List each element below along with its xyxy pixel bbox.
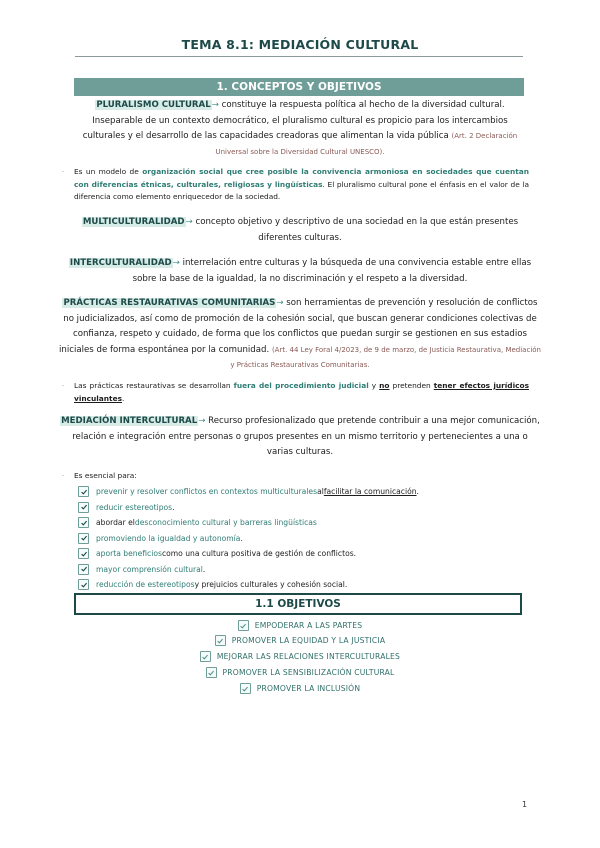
interculturalidad-text: interrelación entre culturas y la búsqueda de una convivencia estable entre ellas sobre la base de la igualdad, la no discriminación y el respeto a la diversidad. — [132, 258, 532, 284]
section-heading-conceptos: 1. CONCEPTOS Y OBJETIVOS — [74, 78, 524, 96]
checklist-item — [78, 500, 528, 516]
checklist-item — [78, 577, 528, 593]
checkbox-checked-icon — [78, 502, 89, 513]
bullet-dot-icon: · — [62, 382, 65, 390]
checklist-item — [78, 484, 528, 500]
checklist-item — [78, 546, 528, 562]
interculturalidad-paragraph — [58, 256, 542, 287]
bullet-text: pretenden — [389, 381, 434, 390]
pluralismo-term: PLURALISMO CULTURAL — [96, 100, 211, 110]
checklist-item — [78, 531, 528, 547]
bullet-underline: no — [379, 381, 390, 390]
bullet-text: Es un modelo de — [74, 167, 143, 176]
item-text: abordar el — [96, 518, 135, 527]
item-highlight: desconocimiento cultural y barreras lingüísticas — [134, 518, 317, 527]
checkbox-checked-icon — [78, 564, 89, 575]
pluralismo-text: constituye la respuesta política al hecho de la diversidad cultural. Inseparable de un contexto democrático, el pluralismo cultural es propicio para los intercambios culturales y el desarrollo de las capacidades creadoras que alimentan la vida pública — [82, 100, 508, 141]
page-title: TEMA 8.1: MEDIACIÓN CULTURAL — [181, 37, 419, 52]
bullet-highlight: organización social que cree posible la convivencia armoniosa en sociedades que cuentan con diferencias étnicas, culturales, religiosas y lingüísticas — [74, 167, 529, 189]
arrow-icon: → — [211, 100, 219, 110]
multiculturalidad-paragraph — [60, 215, 540, 246]
objective-item — [0, 665, 600, 680]
item-text: . — [416, 487, 419, 496]
checkbox-checked-icon — [78, 579, 89, 590]
esencial-checklist — [78, 484, 528, 593]
section-heading-objetivos: 1.1 OBJETIVOS — [74, 593, 522, 615]
arrow-icon: → — [198, 416, 206, 426]
bullet-dot-icon: · — [62, 168, 65, 176]
item-highlight: reducción de estereotipos — [96, 580, 195, 589]
practicas-term: PRÁCTICAS RESTAURATIVAS COMUNITARIAS — [63, 298, 276, 308]
checkbox-checked-icon — [238, 620, 249, 631]
pluralismo-citation: (Art. 2 Declaración Universal sobre la Diversidad Cultural UNESCO). — [215, 132, 518, 156]
checklist-item — [78, 515, 528, 531]
objective-item — [0, 618, 600, 633]
mediacion-paragraph — [60, 414, 540, 461]
page-number: 1 — [522, 800, 528, 809]
checkbox-checked-icon — [206, 667, 217, 678]
esencial-label: Es esencial para: — [74, 471, 137, 480]
item-text: . — [240, 533, 243, 543]
title-divider — [75, 56, 523, 57]
arrow-icon: → — [276, 298, 284, 308]
objective-item — [0, 633, 600, 648]
pluralismo-paragraph — [76, 98, 524, 160]
objective-label: PROMOVER LA SENSIBILIZACIÓN CULTURAL — [222, 668, 395, 677]
item-highlight: promoviendo la igualdad y autonomía — [96, 533, 241, 543]
pluralismo-bullet — [74, 166, 529, 204]
checkbox-checked-icon — [78, 517, 89, 528]
bullet-text: Las prácticas restaurativas se desarrollan — [74, 381, 234, 390]
practicas-bullet — [74, 380, 529, 405]
checkbox-checked-icon — [78, 548, 89, 559]
bullet-text: . El pluralismo cultural pone el énfasis en el valor de la diferencia como elemento enriquecedor de la sociedad. — [74, 179, 529, 201]
practicas-paragraph — [58, 296, 542, 374]
item-underline: facilitar la comunicación — [323, 487, 417, 496]
item-text: . — [202, 564, 206, 574]
item-text: y prejuicios culturales y cohesión social. — [194, 580, 348, 589]
interculturalidad-term: INTERCULTURALIDAD — [69, 258, 172, 268]
bullet-text: . — [121, 393, 125, 403]
objective-label: PROMOVER LA EQUIDAD Y LA JUSTICIA — [231, 636, 386, 645]
bullet-text: y — [368, 381, 380, 390]
bullet-highlight: fuera del procedimiento judicial — [233, 381, 369, 390]
objective-label: EMPODERAR A LAS PARTES — [254, 621, 363, 630]
mediacion-text: Recurso profesionalizado que pretende contribuir a una mejor comunicación, relación e integración entre personas o grupos presentes en un mismo territorio y pertenecientes a una o varias culturas. — [72, 416, 540, 457]
checkbox-checked-icon — [78, 533, 89, 544]
bullet-dot-icon: · — [62, 472, 65, 480]
objective-label: MEJORAR LAS RELACIONES INTERCULTURALES — [216, 652, 401, 661]
checkbox-checked-icon — [200, 651, 211, 662]
objective-item — [0, 649, 600, 664]
item-text: como una cultura positiva de gestión de conflictos. — [161, 549, 357, 558]
multiculturalidad-term: MULTICULTURALIDAD — [82, 217, 185, 227]
item-text: . — [172, 502, 175, 512]
checklist-item — [78, 562, 528, 578]
objective-item — [0, 681, 600, 696]
item-highlight: prevenir y resolver conflictos en contextos multiculturales — [96, 487, 318, 496]
item-highlight: reducir estereotipos — [96, 502, 173, 512]
bullet-underline: tener efectos jurídicos vinculantes — [74, 381, 529, 403]
checkbox-checked-icon — [240, 683, 251, 694]
multiculturalidad-text: concepto objetivo y descriptivo de una sociedad en la que están presentes diferentes culturas. — [192, 217, 519, 243]
item-highlight: mayor comprensión cultural — [96, 564, 203, 574]
practicas-citation: (Art. 44 Ley Foral 4/2023, de 9 de marzo, de Justicia Restaurativa, Mediación y Prácticas Restaurativas Comunitarias. — [230, 345, 541, 369]
arrow-icon: → — [172, 258, 180, 268]
item-highlight: aporta beneficios — [96, 549, 162, 558]
checkbox-checked-icon — [215, 635, 226, 646]
objective-label: PROMOVER LA INCLUSIÓN — [256, 684, 361, 693]
checkbox-checked-icon — [78, 486, 89, 497]
mediacion-term: MEDIACIÓN INTERCULTURAL — [61, 416, 198, 426]
practicas-text: son herramientas de prevención y resolución de conflictos no judicializados, así como de promoción de la cohesión social, que buscan generar condiciones colectivas de confianza, respeto y cuidado, de forma que los conflictos que puedan surgir se gestionen en sus estadios iniciales de forma espontánea por la comunidad. — [59, 298, 538, 355]
item-text: al — [317, 487, 324, 496]
arrow-icon: → — [185, 217, 193, 227]
